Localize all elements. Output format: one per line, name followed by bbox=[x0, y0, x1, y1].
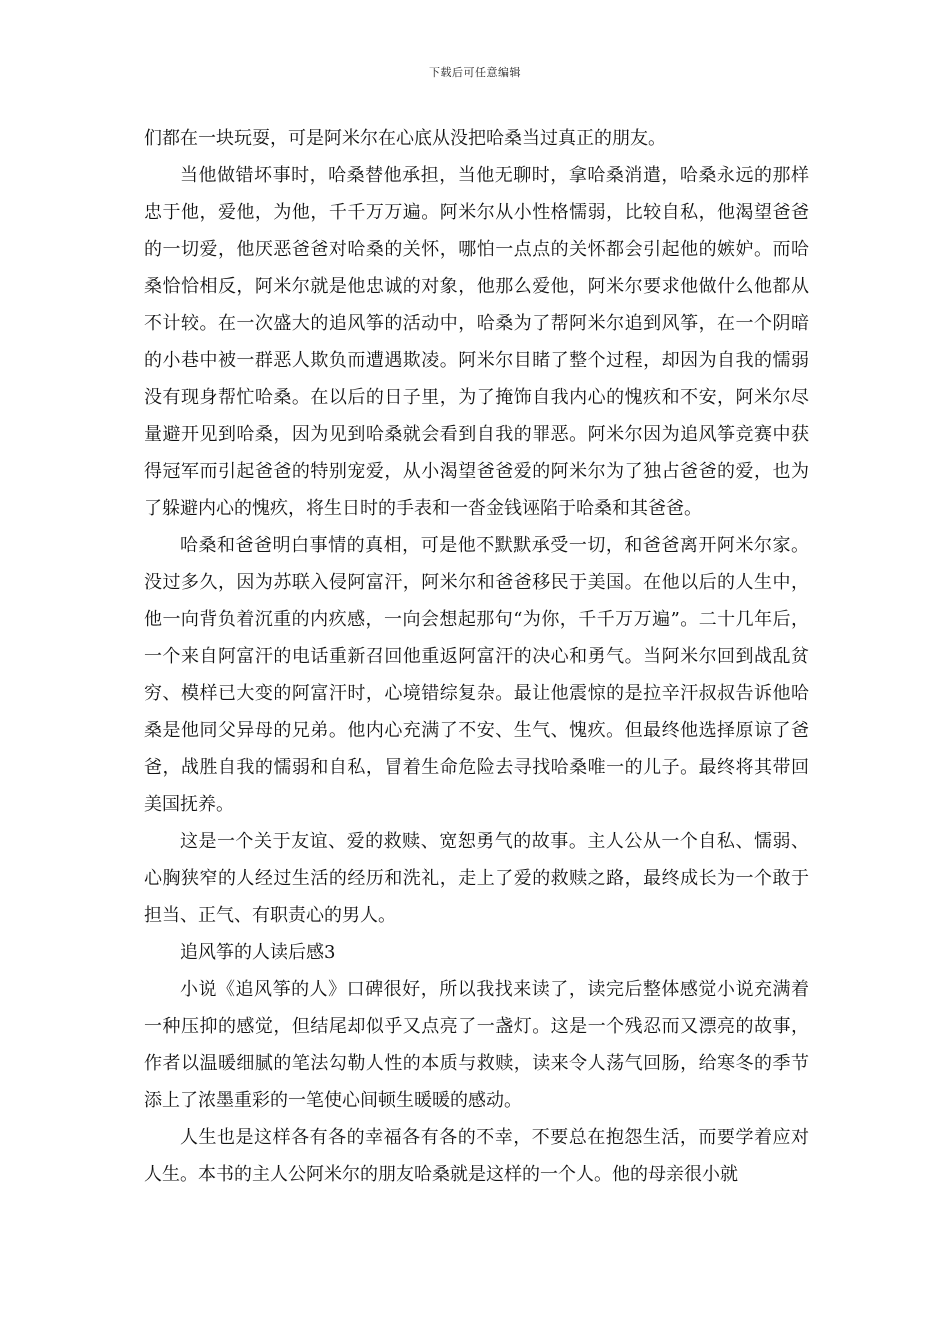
paragraph: 当他做错坏事时，哈桑替他承担，当他无聊时，拿哈桑消遣，哈桑永远的那样忠于他，爱他，为他，千千万万遍。阿米尔从小性格懦弱，比较自私，他渴望爸爸的一切爱，他厌恶爸爸对哈桑的关怀，哪怕一点点的关怀都会引起他的嫉妒。而哈桑恰恰相反，阿米尔就是他忠诚的对象，他那么爱他，阿米尔要求他做什么他都从不计较。在一次盛大的追风筝的活动中，哈桑为了帮阿米尔追到风筝，在一个阴暗的小巷中被一群恶人欺负而遭遇欺凌。阿米尔目睹了整个过程，却因为自我的懦弱没有现身帮忙哈桑。在以后的日子里，为了掩饰自我内心的愧疚和不安，阿米尔尽量避开见到哈桑，因为见到哈桑就会看到自我的罪恶。阿米尔因为追风筝竞赛中获得冠军而引起爸爸的特别宠爱，从小渴望爸爸爱的阿米尔为了独占爸爸的爱，也为了躲避内心的愧疚，将生日时的手表和一沓金钱诬陷于哈桑和其爸爸。 bbox=[144, 165, 809, 519]
paragraph: 小说《追风筝的人》口碑很好，所以我找来读了，读完后整体感觉小说充满着一种压抑的感觉，但结尾却似乎又点亮了一盏灯。这是一个残忍而又漂亮的故事，作者以温暖细腻的笔法勾勒人性的本质与救赎，读来令人荡气回肠，给寒冬的季节添上了浓墨重彩的一笔使心间顿生暖暖的感动。 bbox=[144, 979, 809, 1111]
paragraph-continuation: 们都在一块玩耍，可是阿米尔在心底从没把哈桑当过真正的朋友。 bbox=[144, 128, 666, 149]
paragraph: 人生也是这样各有各的幸福各有各的不幸，不要总在抱怨生活，而要学着应对人生。本书的主人公阿米尔的朋友哈桑就是这样的一个人。他的母亲很小就 bbox=[144, 1127, 809, 1185]
section-heading: 追风筝的人读后感3 bbox=[180, 942, 336, 963]
document-body bbox=[144, 120, 809, 1193]
paragraph: 哈桑和爸爸明白事情的真相，可是他不默默承受一切，和爸爸离开阿米尔家。没过多久，因为苏联入侵阿富汗，阿米尔和爸爸移民于美国。在他以后的人生中，他一向背负着沉重的内疚感，一向会想起那句“为你，千千万万遍”。二十几年后，一个来自阿富汗的电话重新召回他重返阿富汗的决心和勇气。当阿米尔回到战乱贫穷、模样已大变的阿富汗时，心境错综复杂。最让他震惊的是拉辛汗叔叔告诉他哈桑是他同父异母的兄弟。他内心充满了不安、生气、愧疚。但最终他选择原谅了爸爸，战胜自我的懦弱和自私，冒着生命危险去寻找哈桑唯一的儿子。最终将其带回美国抚养。 bbox=[144, 535, 809, 815]
paragraph: 这是一个关于友谊、爱的救赎、宽恕勇气的故事。主人公从一个自私、懦弱、心胸狭窄的人经过生活的经历和洗礼，走上了爱的救赎之路，最终成长为一个敢于担当、正气、有职责心的男人。 bbox=[144, 831, 809, 926]
page-header: 下载后可任意编辑 bbox=[429, 66, 521, 79]
